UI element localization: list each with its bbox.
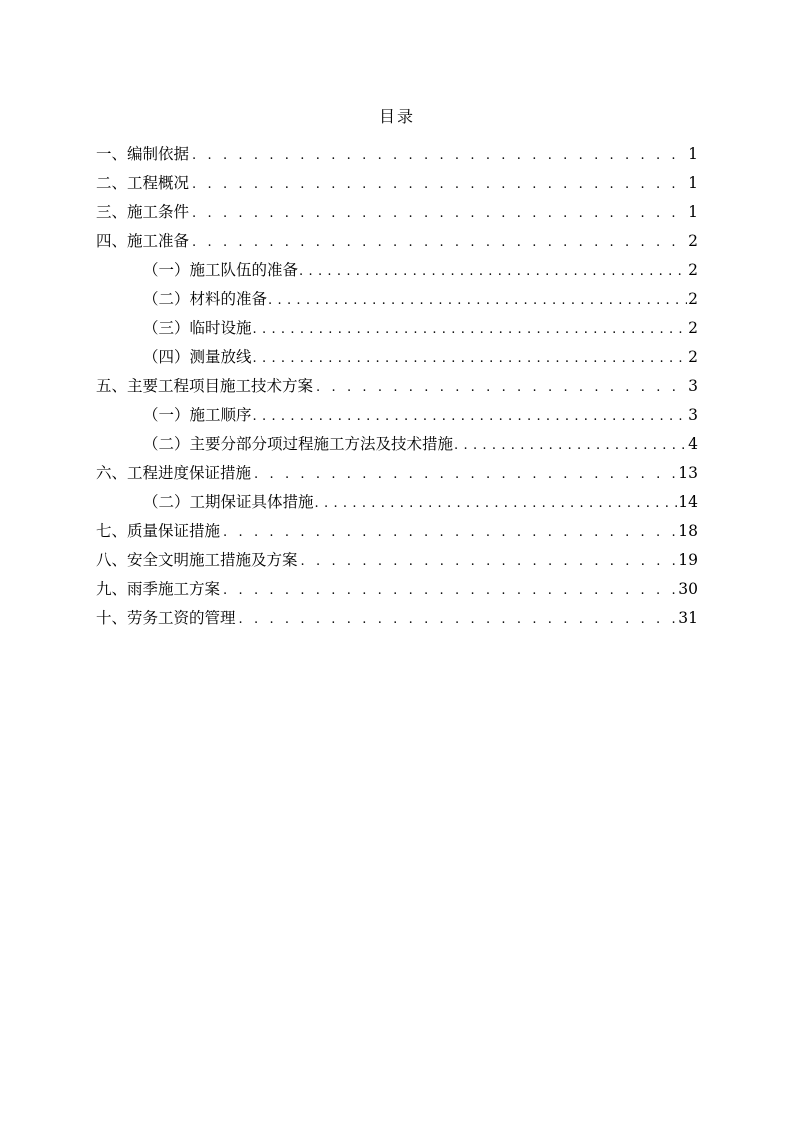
toc-subentry[interactable] [96, 285, 698, 314]
toc-entry-page: 19 [678, 551, 698, 569]
toc-entry-page: 3 [688, 406, 698, 424]
toc-entry-label: （一）施工队伍的准备 [143, 261, 299, 279]
toc-entry-page: 30 [678, 580, 698, 598]
toc-entry[interactable] [96, 198, 698, 227]
toc-entry-label: （三）临时设施 [143, 319, 252, 337]
toc-subentry[interactable] [96, 256, 698, 285]
toc-entry[interactable] [96, 227, 698, 256]
toc-entry-page: 3 [688, 377, 698, 395]
toc-entry-label: 九、雨季施工方案 [96, 580, 221, 598]
toc-dot-leader [301, 547, 676, 576]
toc-dot-leader [239, 605, 676, 634]
toc-list [96, 140, 698, 633]
toc-dot-leader [223, 518, 675, 547]
toc-entry-page: 31 [678, 609, 698, 627]
toc-dot-leader [192, 170, 685, 199]
toc-dot-leader [192, 228, 685, 257]
toc-dot-leader [223, 576, 675, 605]
toc-dot-leader [253, 344, 688, 373]
toc-entry-page: 1 [688, 145, 698, 163]
toc-entry-page: 1 [688, 203, 698, 221]
toc-entry-page: 2 [688, 232, 698, 250]
toc-subentry[interactable] [96, 314, 698, 343]
toc-dot-leader [192, 199, 685, 228]
toc-entry-label: （二）材料的准备 [143, 290, 268, 308]
toc-entry-page: 2 [688, 290, 698, 308]
toc-entry[interactable] [96, 140, 698, 169]
toc-entry-label: （二）主要分部分项过程施工方法及技术措施 [143, 435, 454, 453]
toc-entry-page: 4 [688, 435, 698, 453]
toc-entry[interactable] [96, 517, 698, 546]
toc-entry-label: （一）施工顺序 [143, 406, 252, 424]
toc-dot-leader [192, 141, 685, 170]
toc-subentry[interactable] [96, 343, 698, 372]
toc-dot-leader [316, 373, 685, 402]
toc-dot-leader [315, 489, 678, 518]
toc-entry[interactable] [96, 575, 698, 604]
toc-entry[interactable] [96, 169, 698, 198]
toc-entry-page: 18 [678, 522, 698, 540]
toc-entry-label: 一、编制依据 [96, 145, 190, 163]
toc-entry-label: 八、安全文明施工措施及方案 [96, 551, 298, 569]
toc-dot-leader [253, 402, 688, 431]
toc-entry[interactable] [96, 372, 698, 401]
toc-entry-label: （二）工期保证具体措施 [143, 493, 314, 511]
toc-subentry[interactable] [96, 430, 698, 459]
toc-dot-leader [268, 286, 687, 315]
toc-entry-page: 2 [688, 348, 698, 366]
toc-entry[interactable] [96, 459, 698, 488]
toc-entry-label: 三、施工条件 [96, 203, 190, 221]
toc-entry-page: 2 [688, 261, 698, 279]
toc-entry-label: 二、工程概况 [96, 174, 190, 192]
toc-entry-page: 13 [678, 464, 698, 482]
toc-dot-leader [299, 257, 687, 286]
toc-dot-leader [253, 315, 688, 344]
toc-subentry[interactable] [96, 488, 698, 517]
toc-entry-page: 2 [688, 319, 698, 337]
toc-entry-label: （四）测量放线 [143, 348, 252, 366]
toc-entry-label: 十、劳务工资的管理 [96, 609, 236, 627]
toc-subentry[interactable] [96, 401, 698, 430]
toc-dot-leader [454, 431, 687, 460]
toc-entry-page: 14 [678, 493, 698, 511]
toc-entry-page: 1 [688, 174, 698, 192]
toc-title: 目录 [378, 107, 415, 126]
toc-entry-label: 七、质量保证措施 [96, 522, 221, 540]
toc-entry-label: 五、主要工程项目施工技术方案 [96, 377, 314, 395]
toc-entry[interactable] [96, 604, 698, 633]
toc-entry-label: 六、工程进度保证措施 [96, 464, 252, 482]
toc-dot-leader [254, 460, 675, 489]
toc-entry-label: 四、施工准备 [96, 232, 190, 250]
toc-entry[interactable] [96, 546, 698, 575]
